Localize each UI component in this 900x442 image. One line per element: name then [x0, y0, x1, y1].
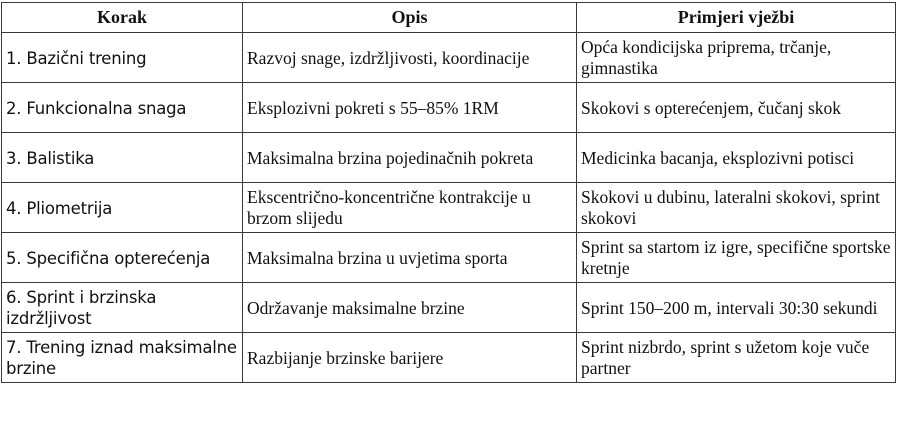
description-cell: Razvoj snage, izdržljivosti, koordinacije — [243, 33, 577, 83]
examples-cell: Opća kondicijska priprema, trčanje, gimnastika — [577, 33, 896, 83]
header-step: Korak — [2, 3, 243, 33]
step-cell: 3. Balistika — [2, 133, 243, 183]
examples-cell: Skokovi u dubinu, lateralni skokovi, sprint skokovi — [577, 183, 896, 233]
step-cell: 1. Bazični trening — [2, 33, 243, 83]
step-cell: 2. Funkcionalna snaga — [2, 83, 243, 133]
step-cell: 4. Pliometrija — [2, 183, 243, 233]
step-cell: 5. Specifična opterećenja — [2, 233, 243, 283]
examples-cell: Skokovi s opterećenjem, čučanj skok — [577, 83, 896, 133]
table-header-row — [2, 3, 896, 33]
step-cell: 6. Sprint i brzinska izdržljivost — [2, 283, 243, 333]
examples-cell: Sprint sa startom iz igre, specifične sportske kretnje — [577, 233, 896, 283]
table-row — [2, 333, 896, 383]
header-examples: Primjeri vježbi — [577, 3, 896, 33]
description-cell: Ekscentrično-koncentrične kontrakcije u brzom slijedu — [243, 183, 577, 233]
table-row — [2, 133, 896, 183]
table-row — [2, 283, 896, 333]
description-cell: Maksimalna brzina u uvjetima sporta — [243, 233, 577, 283]
table-row — [2, 183, 896, 233]
table-row — [2, 33, 896, 83]
header-description: Opis — [243, 3, 577, 33]
description-cell: Eksplozivni pokreti s 55–85% 1RM — [243, 83, 577, 133]
training-steps-table — [1, 2, 896, 383]
examples-cell: Sprint 150–200 m, intervali 30:30 sekundi — [577, 283, 896, 333]
examples-cell: Sprint nizbrdo, sprint s užetom koje vuče partner — [577, 333, 896, 383]
examples-cell: Medicinka bacanja, eksplozivni potisci — [577, 133, 896, 183]
description-cell: Razbijanje brzinske barijere — [243, 333, 577, 383]
table-row — [2, 233, 896, 283]
description-cell: Održavanje maksimalne brzine — [243, 283, 577, 333]
description-cell: Maksimalna brzina pojedinačnih pokreta — [243, 133, 577, 183]
step-cell: 7. Trening iznad maksimalne brzine — [2, 333, 243, 383]
table-row — [2, 83, 896, 133]
